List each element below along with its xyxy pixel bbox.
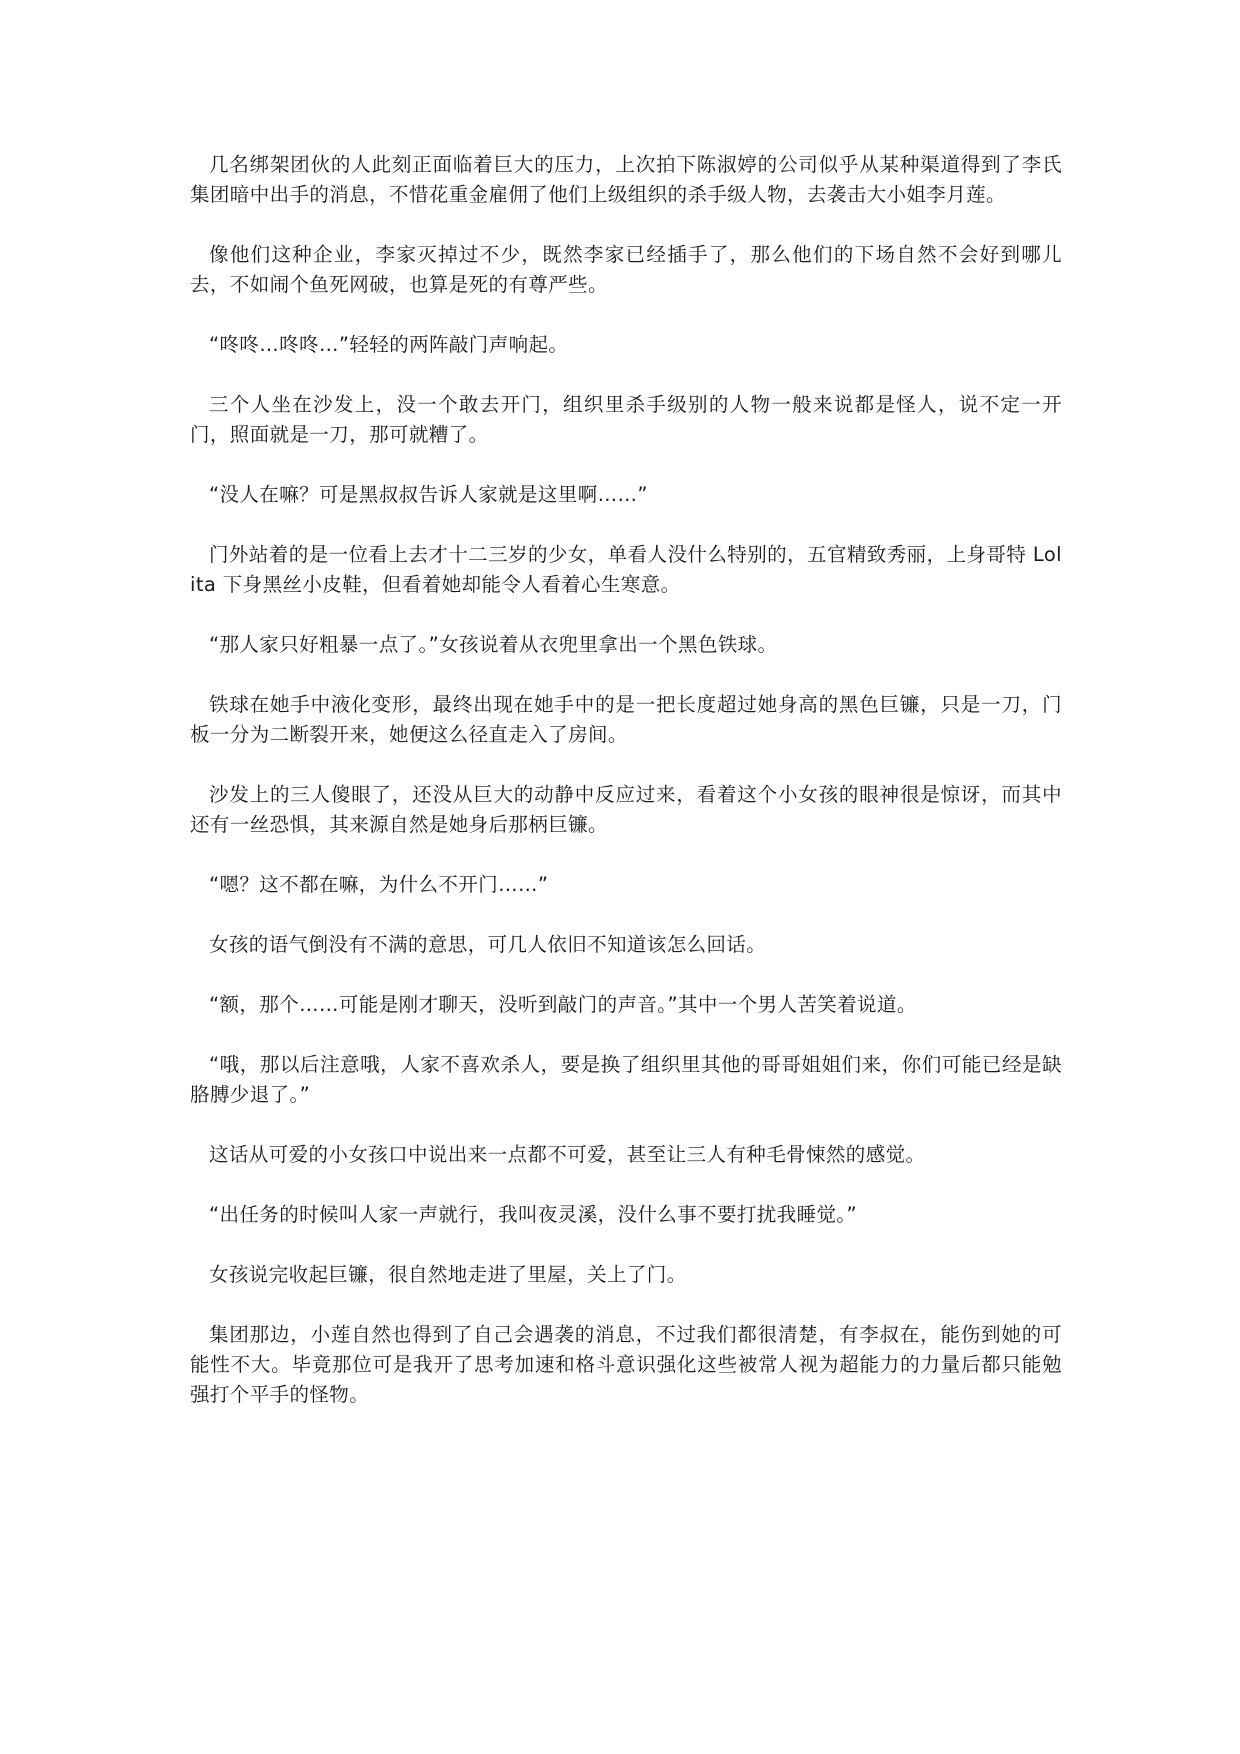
- paragraph: “嗯？这不都在嘛，为什么不开门……”: [209, 873, 549, 896]
- paragraph: “哦，那以后注意哦，人家不喜欢杀人，要是换了组织里其他的哥哥姐姐们来，你们可能已经是缺胳膊少退了。”: [190, 1053, 1062, 1106]
- paragraph: “咚咚…咚咚…”轻轻的两阵敲门声响起。: [209, 333, 569, 356]
- paragraph: 三个人坐在沙发上，没一个敢去开门，组织里杀手级别的人物一般来说都是怪人，说不定一开门，照面就是一刀，那可就糟了。: [190, 393, 1062, 446]
- paragraph: 这话从可爱的小女孩口中说出来一点都不可爱，甚至让三人有种毛骨悚然的感觉。: [209, 1143, 926, 1166]
- paragraph: 沙发上的三人傻眼了，还没从巨大的动静中反应过来，看着这个小女孩的眼神很是惊讶，而其中还有一丝恐惧，其来源自然是她身后那柄巨镰。: [190, 783, 1062, 836]
- paragraph: “那人家只好粗暴一点了。”女孩说着从衣兜里拿出一个黑色铁球。: [209, 633, 778, 656]
- paragraph: 女孩的语气倒没有不满的意思，可几人依旧不知道该怎么回话。: [209, 933, 767, 956]
- paragraph: 几名绑架团伙的人此刻正面临着巨大的压力，上次拍下陈淑婷的公司似乎从某种渠道得到了李氏集团暗中出手的消息，不惜花重金雇佣了他们上级组织的杀手级人物，去袭击大小姐李月莲。: [190, 153, 1062, 206]
- paragraph: “没人在嘛？可是黑叔叔告诉人家就是这里啊……”: [209, 483, 648, 506]
- paragraph: 门外站着的是一位看上去才十二三岁的少女，单看人没什么特别的，五官精致秀丽，上身哥特 Lolita 下身黑丝小皮鞋，但看着她却能令人看着心生寒意。: [190, 543, 1062, 596]
- document-body: [190, 150, 1062, 1410]
- paragraph: 像他们这种企业，李家灭掉过不少，既然李家已经插手了，那么他们的下场自然不会好到哪儿去，不如闹个鱼死网破，也算是死的有尊严些。: [190, 243, 1062, 296]
- paragraph: 铁球在她手中液化变形，最终出现在她手中的是一把长度超过她身高的黑色巨镰，只是一刀，门板一分为二断裂开来，她便这么径直走入了房间。: [190, 693, 1062, 746]
- paragraph: 女孩说完收起巨镰，很自然地走进了里屋，关上了门。: [209, 1263, 687, 1286]
- paragraph: “额，那个……可能是刚才聊天，没听到敲门的声音。”其中一个男人苦笑着说道。: [209, 993, 917, 1016]
- paragraph: 集团那边，小莲自然也得到了自己会遇袭的消息，不过我们都很清楚，有李叔在，能伤到她的可能性不大。毕竟那位可是我开了思考加速和格斗意识强化这些被常人视为超能力的力量后都只能勉强打个平手的怪物。: [190, 1323, 1062, 1406]
- paragraph: “出任务的时候叫人家一声就行，我叫夜灵溪，没什么事不要打扰我睡觉。”: [209, 1203, 858, 1226]
